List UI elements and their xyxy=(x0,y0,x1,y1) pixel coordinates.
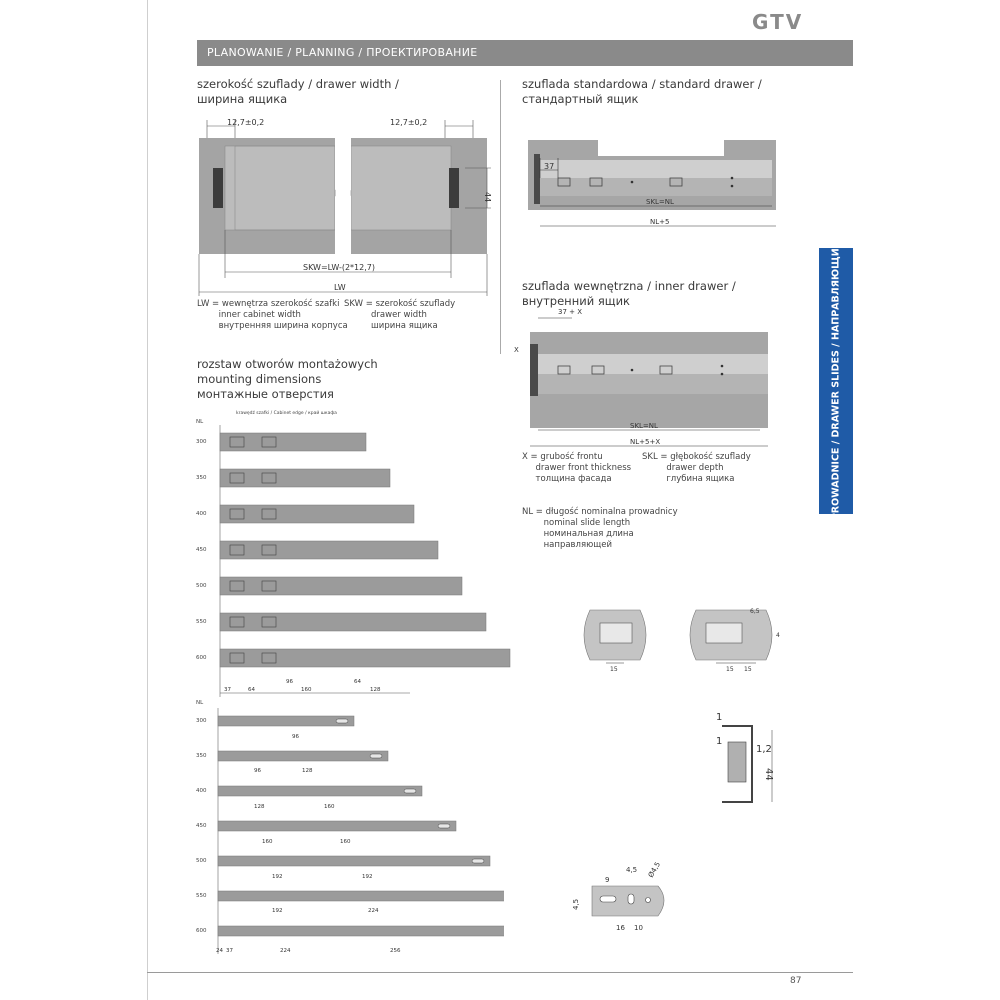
dim-l-450-160b: 160 xyxy=(340,839,351,845)
dim-l-600-224: 224 xyxy=(280,948,291,954)
hole-9: 9 xyxy=(605,876,610,884)
dim-l-400-160: 160 xyxy=(324,804,335,810)
dim-u-37: 37 xyxy=(224,687,231,693)
end-slot xyxy=(438,824,450,828)
upper-slide-bar-350 xyxy=(220,469,390,487)
page-frame-line xyxy=(147,0,148,1000)
dim-l-500-192b: 192 xyxy=(362,874,373,880)
detail1-15: 15 xyxy=(610,666,618,673)
upper-length-550: 550 xyxy=(196,619,207,625)
footer-line xyxy=(147,972,853,973)
nl-header-upper: NL xyxy=(196,419,204,425)
width-heading-2: ширина ящика xyxy=(197,92,288,106)
dim-left: 12,7±0,2 xyxy=(227,118,265,127)
dim-l-550-224: 224 xyxy=(368,908,379,914)
side-tab-label: PROWADNICE / DRAWER SLIDES / НАПРАВЛЯЮЩИЕ xyxy=(830,241,842,521)
dim-l-400-128: 128 xyxy=(254,804,265,810)
dim-37x: 37 + X xyxy=(558,308,583,316)
upper-length-400: 400 xyxy=(196,511,207,517)
mounting-heading-2: mounting dimensions xyxy=(197,372,322,386)
upper-slide-bar-550 xyxy=(220,613,486,631)
dim-l-350-128: 128 xyxy=(302,768,313,774)
dim-l-600-24: 24 xyxy=(216,948,223,954)
dim-l-300-96: 96 xyxy=(292,734,299,740)
upper-length-450: 450 xyxy=(196,547,207,553)
dim-l-350-96: 96 xyxy=(254,768,261,774)
dim-l-500-192a: 192 xyxy=(272,874,283,880)
skl-nl: SKL=NL xyxy=(646,198,674,206)
detail2-15a: 15 xyxy=(726,666,734,673)
legend-nl: NL = długość nominalna prowadnicy nominal slide length номинальная длина направляющей xyxy=(522,507,678,550)
lower-length-400: 400 xyxy=(196,788,207,794)
inner-drawer-diagram xyxy=(512,304,772,452)
lower-slide-bar-300 xyxy=(218,716,354,726)
nl-header-lower: NL xyxy=(196,700,204,706)
hole-16: 16 xyxy=(616,924,625,932)
dim-l-550-192: 192 xyxy=(272,908,283,914)
end-slot xyxy=(370,754,382,758)
mounting-upper-diagram xyxy=(194,425,524,715)
dim-l-600-256: 256 xyxy=(390,948,401,954)
section-banner: PLANOWANIE / PLANNING / ПРОЕКТИРОВАНИЕ xyxy=(197,40,853,66)
dim-u-128: 128 xyxy=(370,687,381,693)
side-tab[interactable] xyxy=(819,241,853,521)
lower-slide-bar-600 xyxy=(218,926,504,936)
upper-slide-bar-500 xyxy=(220,577,462,595)
detail2-15b: 15 xyxy=(744,666,752,673)
detail2-65: 6,5 xyxy=(750,608,760,615)
end-slot xyxy=(336,719,348,723)
profile-44: 44 xyxy=(763,768,774,781)
skw-formula: SKW=LW-(2*12,7) xyxy=(303,263,375,272)
dim-right: 12,7±0,2 xyxy=(390,118,428,127)
detail-2 xyxy=(686,605,786,675)
mounting-lower-diagram xyxy=(194,708,504,958)
upper-length-600: 600 xyxy=(196,655,207,661)
standard-heading-1: szuflada standardowa / standard drawer / xyxy=(522,77,762,91)
column-divider xyxy=(500,80,501,354)
inner-heading-1: szuflada wewnętrzna / inner drawer / xyxy=(522,279,736,293)
lower-length-550: 550 xyxy=(196,893,207,899)
legend-skl: SKL = głębokość szuflady drawer depth глубина ящика xyxy=(642,452,751,484)
inner-skl: SKL=NL xyxy=(630,422,658,430)
nl5: NL+5 xyxy=(650,218,670,226)
cabinet-edge-label: krawędź szafki / Cabinet edge / край шкафа xyxy=(236,411,337,416)
legend-x: X = grubość frontu drawer front thickness толщина фасада xyxy=(522,452,632,484)
dim-x: X xyxy=(514,346,519,354)
hole-d45: Ø4,5 xyxy=(646,860,663,879)
width-heading-1: szerokość szuflady / drawer width / xyxy=(197,77,399,91)
drawer-width-diagram xyxy=(195,112,495,297)
upper-length-300: 300 xyxy=(196,439,207,445)
hole-detail xyxy=(572,860,682,940)
inner-heading-2: внутренний ящик xyxy=(522,294,630,308)
dim-u-96: 96 xyxy=(286,679,293,685)
dim-l-600-37: 37 xyxy=(226,948,233,954)
lower-length-450: 450 xyxy=(196,823,207,829)
legend-skw: SKW = szerokość szuflady drawer width ширина ящика xyxy=(344,299,456,331)
dim-u-64: 64 xyxy=(248,687,255,693)
detail-1 xyxy=(580,605,660,675)
dim-44: 44 xyxy=(483,192,492,203)
standard-heading-2: стандартный ящик xyxy=(522,92,639,106)
end-slot xyxy=(472,859,484,863)
lower-length-300: 300 xyxy=(196,718,207,724)
upper-slide-bar-400 xyxy=(220,505,414,523)
mounting-heading-3: монтажные отверстия xyxy=(197,387,334,401)
hole-45b: 4,5 xyxy=(572,898,580,910)
dim-u-64b: 64 xyxy=(354,679,361,685)
profile-section xyxy=(706,706,786,810)
lower-length-350: 350 xyxy=(196,753,207,759)
inner-nl5x: NL+5+X xyxy=(630,438,661,446)
lower-slide-bar-500 xyxy=(218,856,490,866)
lower-slide-bar-400 xyxy=(218,786,422,796)
dim-u-160: 160 xyxy=(301,687,312,693)
lower-slide-bar-350 xyxy=(218,751,388,761)
dim-37: 37 xyxy=(544,162,555,171)
lower-length-500: 500 xyxy=(196,858,207,864)
lower-length-600: 600 xyxy=(196,928,207,934)
standard-drawer-diagram xyxy=(528,140,778,240)
profile-12: 1,2 xyxy=(756,744,772,755)
hole-10: 10 xyxy=(634,924,643,932)
brand-logo: GTV xyxy=(752,10,804,34)
lower-slide-bar-450 xyxy=(218,821,456,831)
dim-l-450-160a: 160 xyxy=(262,839,273,845)
legend-lw: LW = wewnętrza szerokość szafki inner cabinet width внутренняя ширина корпуса xyxy=(197,299,348,331)
profile-1b: 1 xyxy=(716,736,723,747)
detail2-4: 4 xyxy=(776,632,780,639)
upper-length-350: 350 xyxy=(196,475,207,481)
page-number: 87 xyxy=(790,976,802,986)
end-slot xyxy=(404,789,416,793)
lw-label: LW xyxy=(334,283,346,292)
upper-slide-bar-450 xyxy=(220,541,438,559)
hole-45a: 4,5 xyxy=(626,866,638,874)
upper-slide-bar-600 xyxy=(220,649,510,667)
upper-slide-bar-300 xyxy=(220,433,366,451)
mounting-heading-1: rozstaw otworów montażowych xyxy=(197,357,378,371)
profile-1a: 1 xyxy=(716,712,723,723)
lower-slide-bar-550 xyxy=(218,891,504,901)
upper-length-500: 500 xyxy=(196,583,207,589)
